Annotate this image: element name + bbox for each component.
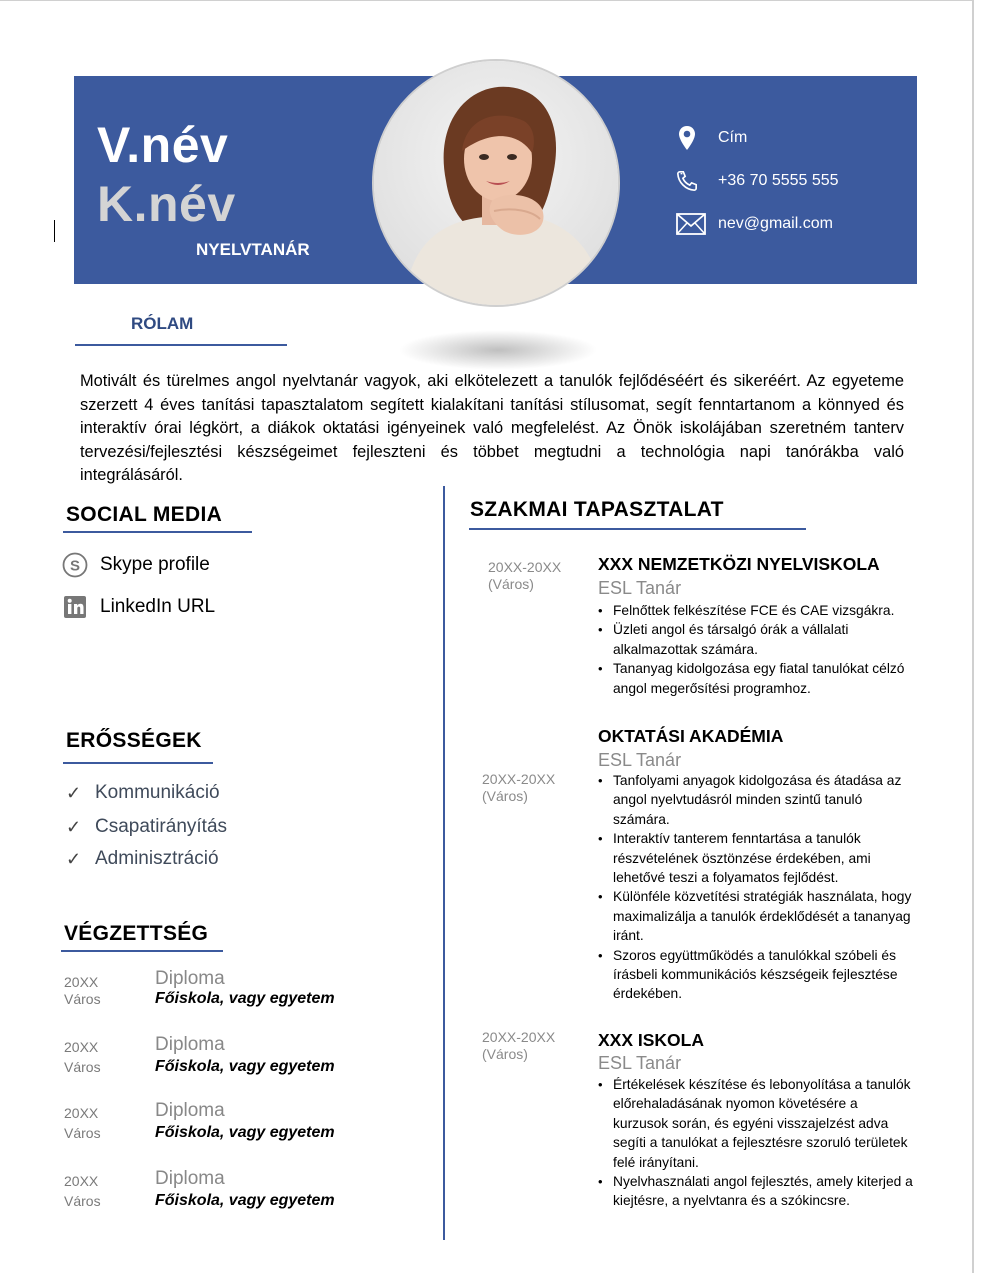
skype-icon	[62, 552, 88, 578]
column-divider	[443, 486, 445, 1240]
job-bullet-list	[597, 1075, 915, 1211]
job-org: XXX NEMZETKÖZI NYELVISKOLA	[598, 554, 880, 574]
strength-item: ✓ Adminisztráció	[66, 848, 219, 869]
job-dates: 20XX-20XX	[482, 1029, 556, 1045]
job-dates: 20XX-20XX	[488, 559, 562, 575]
social-item-linkedin[interactable]	[62, 593, 216, 621]
job-bullet-list	[597, 601, 915, 698]
experience-underline	[469, 528, 806, 530]
job-org: OKTATÁSI AKADÉMIA	[598, 726, 784, 746]
contact-email	[676, 210, 833, 238]
social-title: SOCIAL MEDIA	[66, 503, 223, 526]
phone-icon	[676, 168, 698, 194]
contact-address	[676, 124, 748, 152]
job-bullet: • Nyelvhasználati angol fejlesztés, amely kiterjed a kiejtésre, a nyelvtanra és a szókincsre.	[597, 1172, 915, 1211]
job-bullet: • Felnőttek felkészítése FCE és CAE vizsgákra.	[597, 601, 915, 620]
about-title: RÓLAM	[131, 314, 194, 333]
strength-item: ✓ Csapatirányítás	[66, 816, 228, 837]
profile-photo	[372, 59, 620, 307]
linkedin-label: LinkedIn URL	[100, 596, 216, 617]
job-org: XXX ISKOLA	[598, 1030, 704, 1050]
strengths-title: ERŐSSÉGEK	[66, 729, 202, 752]
strength-item: ✓ Kommunikáció	[66, 782, 220, 803]
job-title: NYELVTANÁR	[196, 240, 310, 259]
contact-phone	[676, 167, 839, 195]
first-name: V.név	[97, 117, 229, 173]
social-item-skype[interactable]	[62, 551, 210, 579]
job-bullet: • Különféle közvetítési stratégiák használata, hogy maximalizálja a tanulók érdeklődését a tananyag iránt.	[597, 887, 915, 945]
job-role: ESL Tanár	[598, 578, 682, 598]
email-text: nev@gmail.com	[718, 215, 833, 232]
job-bullet: • Tanfolyami anyagok kidolgozása és átadása az angol nyelvtudásról minden szintű tanuló számára.	[597, 771, 915, 829]
checkmark-icon: ✓	[66, 816, 82, 837]
job-bullet: • Üzleti angol és társalgó órák a vállalati alkalmazottak számára.	[597, 620, 915, 659]
about-text: Motivált és türelmes angol nyelvtanár vagyok, aki elkötelezett a tanulók fejlődéséért és sikeréért. Az egyeteme szerzett 4 éves tanítási tapasztalatom segített kialakítani tanítási stílusomat, segít fenntartanom a könnyed és interaktív órai légkört, a diákok oktatási igényeinek való megfelelést. Az Önök iskolájában szeretném tanterv tervezési/fejlesztési készségeimet fejleszteni és többet megtudni a technológia napi tanórákba való integrálásáról.	[80, 372, 904, 484]
job-dates: 20XX-20XX	[482, 771, 556, 787]
about-underline	[75, 344, 287, 346]
last-name: K.név	[97, 176, 236, 232]
checkmark-icon: ✓	[66, 782, 82, 803]
education-underline	[61, 950, 223, 952]
envelope-icon	[676, 211, 706, 237]
svg-text:S: S	[69, 557, 81, 575]
experience-title: SZAKMAI TAPASZTALAT	[470, 498, 724, 521]
address-text: Cím	[718, 129, 748, 146]
checkmark-icon: ✓	[66, 848, 82, 869]
job-bullet: • Tananyag kidolgozása egy fiatal tanulókat célzó angol megerősítési programhoz.	[597, 659, 915, 698]
job-bullet: • Interaktív tanterem fenntartása a tanulók részvételének ösztönzése érdekében, ami lehetővé teszi a folyamatos fejlődést.	[597, 829, 915, 887]
job-bullet: • Értékelések készítése és lebonyolítása a tanulók előrehaladásának nyomon követésére a kurzusok során, és egyéni visszajelzést adva segíti a tanulókat a fejlesztésre szoruló területek felé irányítani.	[597, 1075, 915, 1172]
location-pin-icon	[676, 125, 698, 151]
text-cursor	[54, 220, 55, 242]
job-bullet-list	[597, 771, 915, 1004]
profile-photo-illustration	[374, 61, 618, 305]
job-city: (Város)	[488, 576, 534, 592]
job-role: ESL Tanár	[598, 750, 682, 770]
job-bullet: • Szoros együttműködés a tanulókkal szóbeli és írásbeli kommunikációs készségeik fejlesztése érdekében.	[597, 946, 915, 1004]
social-underline	[63, 531, 252, 533]
photo-shadow	[398, 330, 598, 370]
education-title: VÉGZETTSÉG	[64, 922, 209, 945]
linkedin-icon	[62, 594, 88, 620]
job-city: (Város)	[482, 788, 528, 804]
phone-text: +36 70 5555 555	[718, 172, 839, 189]
job-city: (Város)	[482, 1046, 528, 1062]
skype-label: Skype profile	[100, 554, 210, 575]
strengths-underline	[63, 762, 213, 764]
job-role: ESL Tanár	[598, 1053, 682, 1073]
